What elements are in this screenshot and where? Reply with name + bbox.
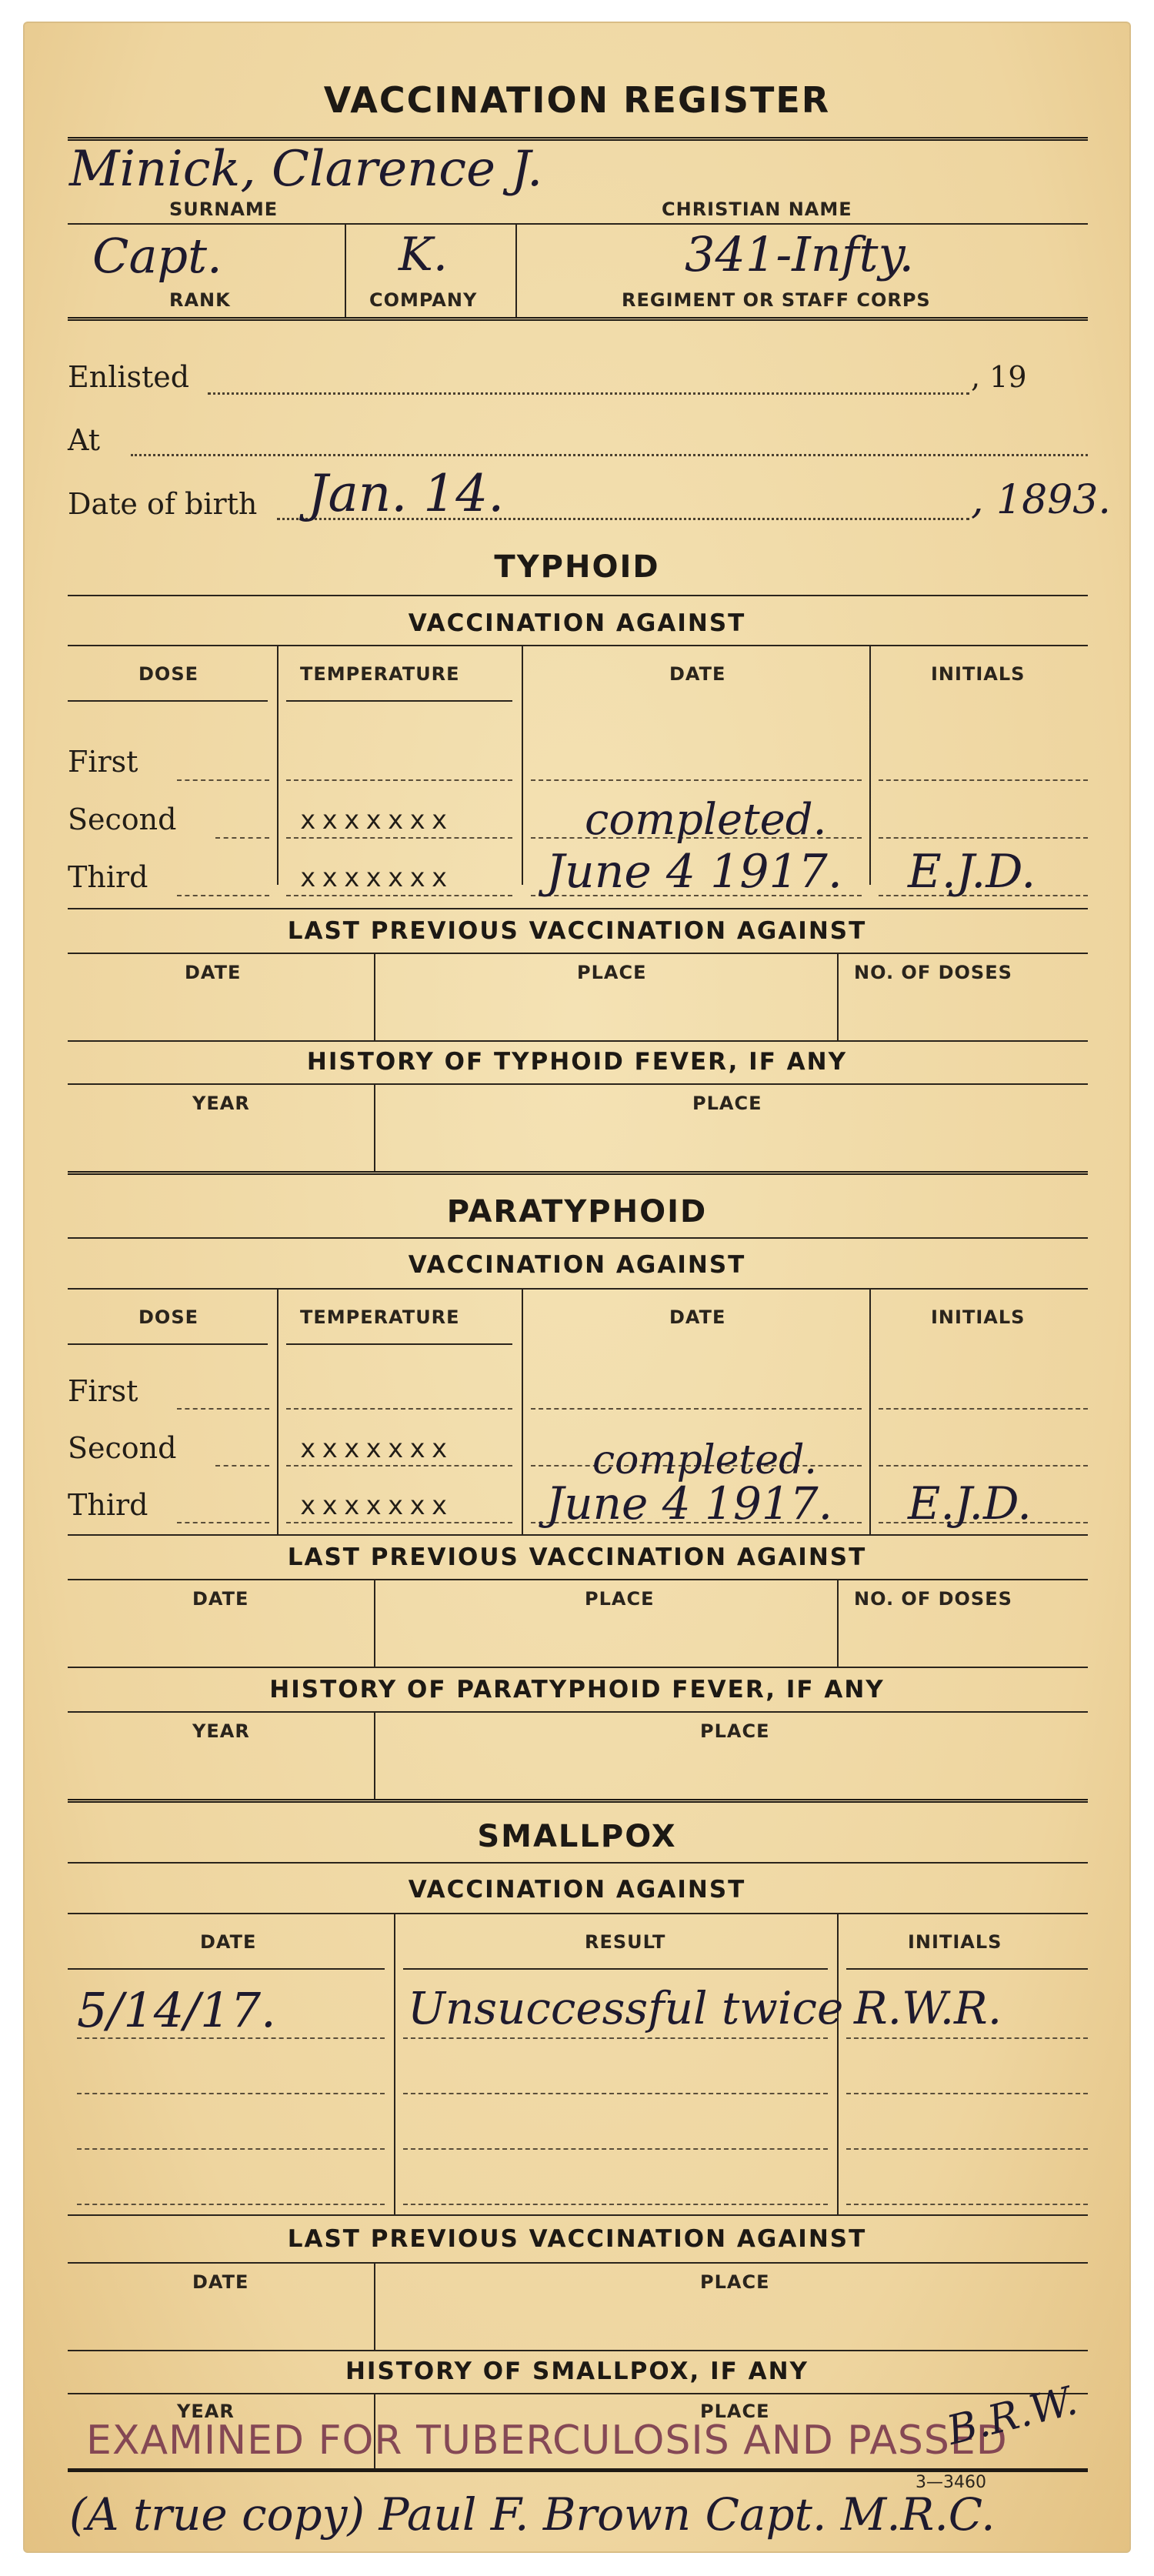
rule <box>68 1799 1088 1805</box>
dash <box>286 1522 512 1523</box>
dob-year: , 1893. <box>971 477 1111 523</box>
enlisted-line <box>208 392 969 395</box>
dash <box>403 2204 828 2205</box>
rule <box>68 1171 1088 1177</box>
typhoid-xmarks-third: xxxxxxx <box>300 863 454 893</box>
paratyphoid-third: Third <box>68 1488 148 1522</box>
smallpox-prev-place: PLACE <box>700 2271 770 2293</box>
paratyphoid-col-dose: DOSE <box>138 1306 199 1328</box>
surname-label: SURNAME <box>169 199 278 220</box>
smallpox-date-value: 5/14/17. <box>77 1982 276 2038</box>
typhoid-prev-place: PLACE <box>577 962 647 983</box>
rule <box>345 225 346 317</box>
dash <box>177 1522 269 1523</box>
dash <box>879 1408 1088 1410</box>
dash <box>286 837 512 839</box>
smallpox-hist-year: YEAR <box>177 2401 235 2422</box>
paratyphoid-completed: completed. <box>592 1437 817 1483</box>
smallpox-col-date: DATE <box>200 1931 257 1953</box>
dash <box>403 2037 828 2039</box>
rule <box>869 1290 871 1534</box>
rule <box>68 1579 1088 1580</box>
rule <box>68 1913 1088 1914</box>
at-label: At <box>68 423 101 457</box>
dash <box>846 2093 1088 2094</box>
true-copy-signature: (A true copy) Paul F. Brown Capt. M.R.C. <box>69 2488 996 2541</box>
rule <box>846 1968 1088 1970</box>
dash <box>177 779 269 781</box>
dash <box>531 1408 862 1410</box>
paratyphoid-xmarks-second: xxxxxxx <box>300 1433 454 1464</box>
dash <box>879 1465 1088 1467</box>
rule <box>286 700 512 702</box>
rule <box>68 1237 1088 1239</box>
smallpox-result-value: Unsuccessful twice <box>408 1982 844 2034</box>
dash <box>846 2037 1088 2039</box>
smallpox-prev-date: DATE <box>192 2271 249 2293</box>
smallpox-history: HISTORY OF SMALLPOX, IF ANY <box>345 2357 809 2385</box>
paratyphoid-col-initials: INITIALS <box>931 1306 1026 1328</box>
rule <box>286 1343 512 1345</box>
name-handwritten: Minick, Clarence J. <box>69 141 543 198</box>
vaccination-card <box>23 22 1131 2553</box>
rule <box>374 1085 375 1171</box>
rule <box>403 1968 828 1970</box>
paratyphoid-prev-place: PLACE <box>585 1588 655 1610</box>
smallpox-vacc-against: VACCINATION AGAINST <box>408 1876 746 1904</box>
paratyphoid-last-prev: LAST PREVIOUS VACCINATION AGAINST <box>287 1543 867 1571</box>
rule <box>68 2350 1088 2351</box>
rule <box>68 700 268 702</box>
at-line <box>131 454 1088 456</box>
regiment-handwritten: 341-Infty. <box>685 226 915 282</box>
rank-label: RANK <box>169 289 231 311</box>
rule <box>68 1862 1088 1864</box>
dash <box>77 2037 385 2039</box>
dob-handwritten: Jan. 14. <box>308 464 505 523</box>
dash <box>286 779 512 781</box>
typhoid-history: HISTORY OF TYPHOID FEVER, IF ANY <box>306 1048 848 1076</box>
rule <box>68 223 1088 225</box>
paratyphoid-second: Second <box>68 1431 177 1465</box>
paratyphoid-vacc-against: VACCINATION AGAINST <box>408 1251 746 1279</box>
rule <box>68 1711 1088 1713</box>
tuberculosis-stamp: EXAMINED FOR TUBERCULOSIS AND PASSED <box>86 2418 1008 2464</box>
typhoid-prev-date: DATE <box>185 962 242 983</box>
paratyphoid-prev-doses: NO. OF DOSES <box>854 1588 1012 1610</box>
rule <box>68 1288 1088 1290</box>
dash <box>879 779 1088 781</box>
typhoid-third: Third <box>68 860 148 894</box>
rule <box>68 908 1088 909</box>
rule <box>68 1040 1088 1042</box>
typhoid-col-temp: TEMPERATURE <box>300 663 460 685</box>
paratyphoid-history: HISTORY OF PARATYPHOID FEVER, IF ANY <box>269 1676 885 1703</box>
dob-label: Date of birth <box>68 487 258 521</box>
dash <box>215 837 269 839</box>
rule <box>68 953 1088 954</box>
typhoid-date-value: June 4 1917. <box>546 845 842 899</box>
smallpox-title: SMALLPOX <box>477 1819 677 1854</box>
dash <box>286 895 512 896</box>
dash <box>215 1465 269 1467</box>
typhoid-hist-place: PLACE <box>692 1093 762 1114</box>
paratyphoid-date-value: June 4 1917. <box>546 1477 833 1530</box>
rule <box>68 2214 1088 2216</box>
rule <box>837 1580 839 1667</box>
rule <box>68 1083 1088 1085</box>
typhoid-col-initials: INITIALS <box>931 663 1026 685</box>
paratyphoid-initials-value: E.J.D. <box>908 1477 1032 1530</box>
dash <box>77 2204 385 2205</box>
rule <box>277 646 278 885</box>
dash <box>77 2148 385 2150</box>
typhoid-title: TYPHOID <box>494 549 660 585</box>
paratyphoid-first: First <box>68 1374 138 1408</box>
dash <box>531 779 862 781</box>
rule <box>394 1914 395 2214</box>
rule <box>869 646 871 885</box>
dash <box>403 2093 828 2094</box>
rule <box>68 1343 268 1345</box>
dash <box>177 895 269 896</box>
smallpox-hist-place: PLACE <box>700 2401 770 2422</box>
typhoid-last-prev: LAST PREVIOUS VACCINATION AGAINST <box>287 917 867 945</box>
company-handwritten: K. <box>399 228 448 282</box>
dash <box>286 1465 512 1467</box>
typhoid-col-dose: DOSE <box>138 663 199 685</box>
smallpox-col-result: RESULT <box>585 1931 666 1953</box>
paratyphoid-col-temp: TEMPERATURE <box>300 1306 460 1328</box>
rule <box>68 1534 1088 1536</box>
rule <box>837 954 839 1040</box>
stamp-initials: B.R.W. <box>942 2377 1082 2454</box>
paratyphoid-hist-place: PLACE <box>700 1720 770 1742</box>
smallpox-col-initials: INITIALS <box>908 1931 1002 1953</box>
rule <box>374 954 375 1040</box>
typhoid-xmarks-second: xxxxxxx <box>300 805 454 836</box>
form-number: 3—3460 <box>916 2473 986 2492</box>
rule <box>68 645 1088 646</box>
paratyphoid-prev-date: DATE <box>192 1588 249 1610</box>
rule <box>837 1914 839 2214</box>
rule <box>515 225 517 317</box>
dash <box>403 2148 828 2150</box>
smallpox-initials-value: R.W.R. <box>854 1982 1002 2034</box>
rule <box>68 595 1088 596</box>
enlisted-suffix: , 19 <box>971 360 1027 394</box>
rule <box>68 2393 1088 2394</box>
rule <box>68 1667 1088 1668</box>
rule <box>374 1580 375 1667</box>
typhoid-first: First <box>68 745 138 779</box>
paratyphoid-col-date: DATE <box>669 1306 726 1328</box>
dash <box>77 2093 385 2094</box>
company-label: COMPANY <box>369 289 478 311</box>
typhoid-second: Second <box>68 802 177 836</box>
smallpox-last-prev: LAST PREVIOUS VACCINATION AGAINST <box>287 2225 867 2253</box>
regiment-label: REGIMENT OR STAFF CORPS <box>622 289 931 311</box>
rule <box>374 1713 375 1799</box>
form-title: VACCINATION REGISTER <box>323 79 831 121</box>
dash <box>286 1408 512 1410</box>
rule <box>68 1968 385 1970</box>
rule <box>277 1290 278 1534</box>
typhoid-hist-year: YEAR <box>192 1093 250 1114</box>
typhoid-completed: completed. <box>585 795 827 845</box>
rule <box>522 646 523 885</box>
rank-handwritten: Capt. <box>92 228 222 284</box>
typhoid-initials-value: E.J.D. <box>908 845 1036 899</box>
rule <box>522 1290 523 1534</box>
dash <box>846 2148 1088 2150</box>
rule <box>68 2262 1088 2264</box>
dash <box>177 1408 269 1410</box>
typhoid-col-date: DATE <box>669 663 726 685</box>
typhoid-vacc-against: VACCINATION AGAINST <box>408 609 746 637</box>
rule <box>374 2264 375 2350</box>
enlisted-label: Enlisted <box>68 360 190 394</box>
christian-name-label: CHRISTIAN NAME <box>662 199 852 220</box>
paratyphoid-xmarks-third: xxxxxxx <box>300 1490 454 1521</box>
paratyphoid-title: PARATYPHOID <box>446 1194 708 1230</box>
typhoid-prev-doses: NO. OF DOSES <box>854 962 1012 983</box>
rule <box>68 2468 1088 2472</box>
dash <box>879 837 1088 839</box>
dash <box>846 2204 1088 2205</box>
rule <box>68 317 1088 323</box>
paratyphoid-hist-year: YEAR <box>192 1720 250 1742</box>
